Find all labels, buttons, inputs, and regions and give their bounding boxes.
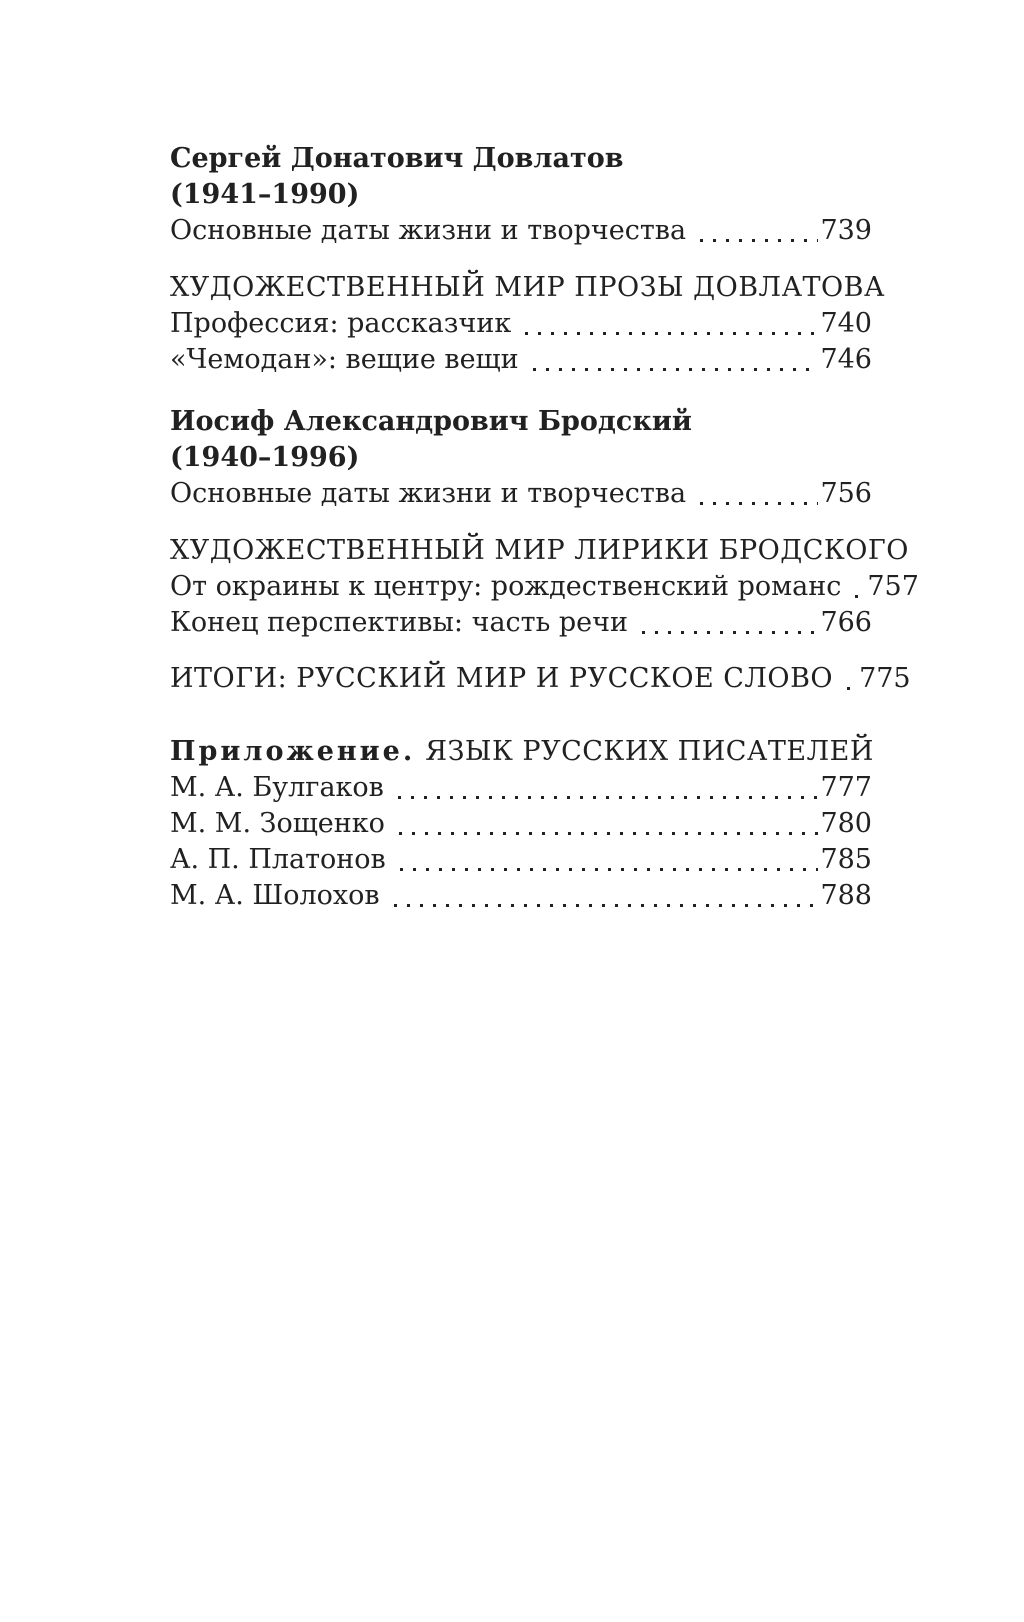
- appendix-prefix: Приложение.: [170, 736, 416, 767]
- author-years: (1941–1990): [170, 179, 360, 210]
- toc-entry: [170, 842, 872, 878]
- page-number: 756: [820, 478, 872, 509]
- table-of-contents: [170, 141, 919, 914]
- leader-dots: [855, 595, 865, 598]
- toc-entry-label: «Чемодан»: вещие вещи: [170, 344, 519, 375]
- toc-entry: [170, 569, 919, 605]
- toc-entry-label: Профессия: рассказчик: [170, 308, 512, 339]
- leader-dots: [700, 502, 818, 505]
- toc-entry-label: Основные даты жизни и творчества: [170, 215, 687, 246]
- page-number: 757: [867, 571, 919, 602]
- appendix-heading: [170, 734, 872, 770]
- author-heading-dovlatov: [170, 141, 872, 213]
- page-number: 780: [820, 808, 872, 839]
- toc-entry: [170, 770, 872, 806]
- author-name: Сергей Донатович Довлатов: [170, 143, 624, 174]
- toc-entry-label: А. П. Платонов: [170, 844, 386, 875]
- appendix-title: ЯЗЫК РУССКИХ ПИСАТЕЛЕЙ: [425, 736, 874, 767]
- page-number: 785: [820, 844, 872, 875]
- author-name: Иосиф Александрович Бродский: [170, 406, 692, 437]
- toc-entry: [170, 605, 872, 641]
- section-heading-brodsky: [170, 533, 909, 569]
- leader-dots: [525, 332, 818, 335]
- toc-entry-results: [170, 661, 911, 697]
- section-title: ХУДОЖЕСТВЕННЫЙ МИР ЛИРИКИ БРОДСКОГО: [170, 535, 909, 566]
- page-number: 777: [820, 772, 872, 803]
- page-number: 775: [859, 663, 911, 694]
- leader-dots: [398, 796, 819, 799]
- toc-entry: [170, 342, 872, 378]
- leader-dots: [533, 368, 819, 371]
- page-number: 766: [820, 607, 872, 638]
- leader-dots: [700, 239, 818, 242]
- toc-entry: [170, 878, 872, 914]
- toc-entry-label: От окраины к центру: рождественский романс: [170, 571, 842, 602]
- leader-dots: [847, 687, 857, 690]
- toc-entry-label: М. М. Зощенко: [170, 808, 385, 839]
- toc-entry: [170, 213, 872, 249]
- leader-dots: [399, 832, 819, 835]
- leader-dots: [394, 904, 819, 907]
- section-heading-dovlatov: [170, 270, 885, 306]
- toc-entry: [170, 806, 872, 842]
- toc-entry-label: Конец перспективы: часть речи: [170, 607, 628, 638]
- leader-dots: [400, 868, 819, 871]
- author-heading-brodsky: [170, 404, 872, 476]
- toc-entry-label: М. А. Булгаков: [170, 772, 384, 803]
- page-number: 740: [820, 308, 872, 339]
- toc-entry-label: ИТОГИ: РУССКИЙ МИР И РУССКОЕ СЛОВО: [170, 663, 834, 694]
- page-number: 739: [820, 215, 872, 246]
- author-years: (1940–1996): [170, 442, 360, 473]
- toc-entry: [170, 476, 872, 512]
- page-number: 746: [820, 344, 872, 375]
- toc-entry-label: Основные даты жизни и творчества: [170, 478, 687, 509]
- section-title: ХУДОЖЕСТВЕННЫЙ МИР ПРОЗЫ ДОВЛАТОВА: [170, 272, 885, 303]
- leader-dots: [642, 631, 818, 634]
- page-number: 788: [820, 880, 872, 911]
- toc-entry-label: М. А. Шолохов: [170, 880, 380, 911]
- toc-entry: [170, 306, 872, 342]
